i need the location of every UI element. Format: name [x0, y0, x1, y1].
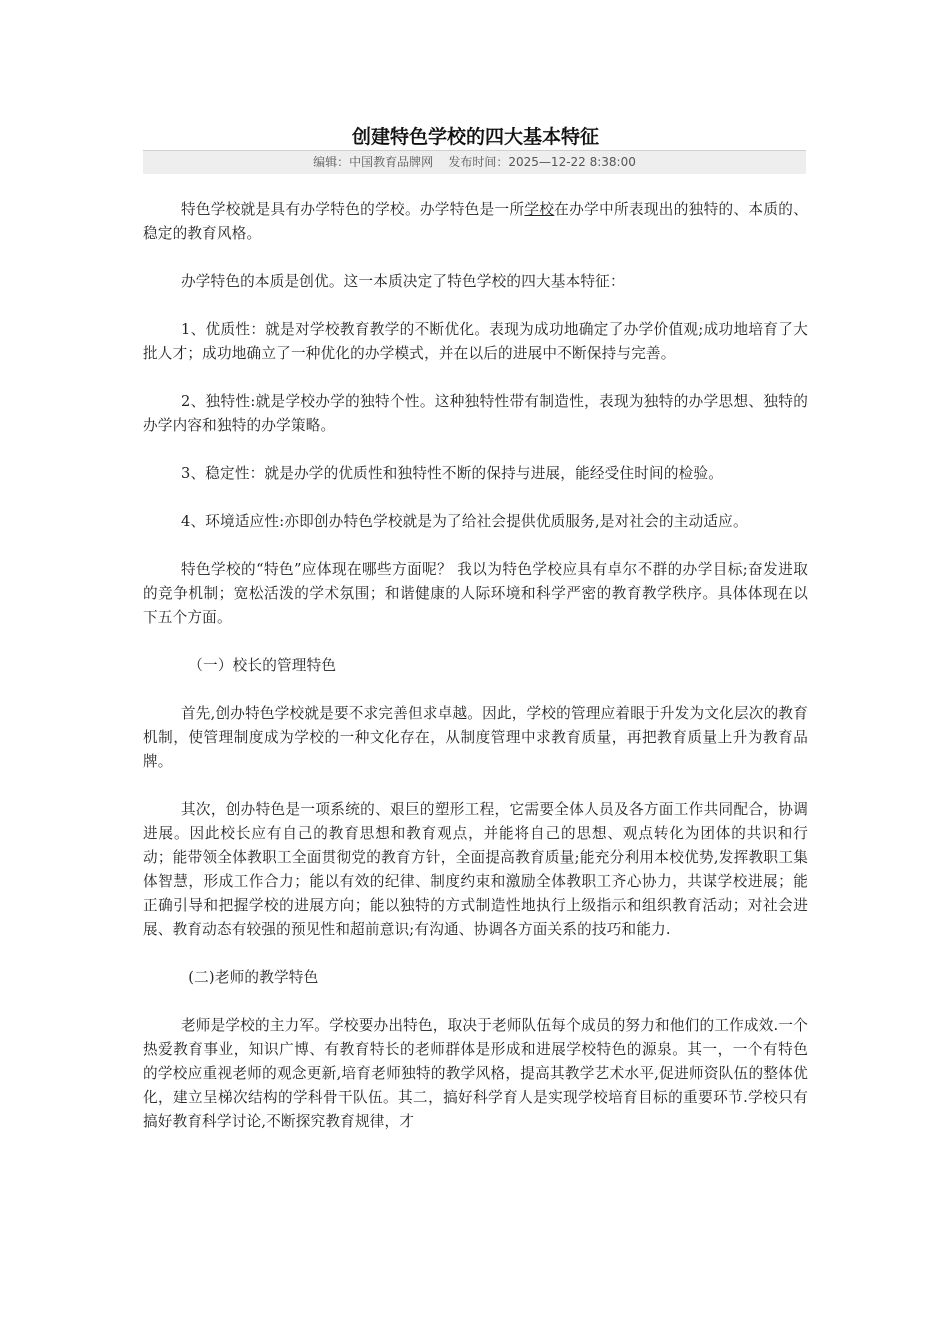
paragraph-teacher: 老师是学校的主力军。学校要办出特色，取决于老师队伍每个成员的努力和他们的工作成效.一个热爱教育事业，知识广博、有教育特长的老师群体是形成和进展学校特色的源泉。其一，一个有特色的学校应重视老师的观念更新,培育老师独特的教学风格，提高其教学艺术水平,促进师资队伍的整体优化，建立呈梯次结构的学科骨干队伍。其二，搞好科学育人是实现学校培育目标的重要环节.学校只有搞好教育科学讨论,不断探究教育规律，才: [143, 1017, 808, 1130]
school-link[interactable]: 学校: [524, 201, 555, 218]
article-meta-bar: [143, 150, 806, 174]
paragraph-feature-uniqueness: 2、独特性:就是学校办学的独特个性。这种独特性带有制造性，表现为独特的办学思想、独特的办学内容和独特的办学策略。: [143, 393, 808, 434]
section-heading-teacher: (二)老师的教学特色: [188, 969, 319, 986]
paragraph-intro: [143, 198, 808, 246]
meta-spacer: [433, 155, 448, 169]
paragraph-essence: 办学特色的本质是创优。这一本质决定了特色学校的四大基本特征：: [180, 273, 625, 290]
section-heading-principal: （一）校长的管理特色: [188, 657, 337, 674]
paragraph-feature-stability: 3、稳定性：就是办学的优质性和独特性不断的保持与进展，能经受住时间的检验。: [180, 465, 724, 482]
editor-info: 编辑：中国教育品牌网: [313, 155, 434, 169]
paragraph-feature-quality: 1、优质性：就是对学校教育教学的不断优化。表现为成功地确定了办学价值观;成功地培育了大批人才；成功地确立了一种优化的办学模式，并在以后的进展中不断保持与完善。: [143, 321, 808, 362]
publish-time: 发布时间：2025—12-22 8:38:00: [448, 155, 636, 169]
article-title: 创建特色学校的四大基本特征: [351, 126, 599, 148]
paragraph-feature-adaptability: 4、环境适应性:亦即创办特色学校就是为了给社会提供优质服务,是对社会的主动适应。: [180, 513, 748, 530]
intro-text-before: 特色学校就是具有办学特色的学校。办学特色是一所: [180, 201, 525, 218]
article-body: [143, 198, 808, 1158]
paragraph-question: 特色学校的“特色”应体现在哪些方面呢？ 我以为特色学校应具有卓尔不群的办学目标;奋发进取的竞争机制；宽松活泼的学术氛围；和谐健康的人际环境和科学严密的教育教学秩序。具体体现在以下五个方面。: [143, 561, 808, 626]
intro-text-after: 在办学中所表现出的独特的、本质的、稳定的教育风格。: [143, 201, 808, 242]
paragraph-first: 首先,创办特色学校就是要不求完善但求卓越。因此，学校的管理应着眼于升发为文化层次的教育机制，使管理制度成为学校的一种文化存在，从制度管理中求教育质量，再把教育质量上升为教育品牌。: [143, 705, 808, 770]
paragraph-second: 其次，创办特色是一项系统的、艰巨的塑形工程，它需要全体人员及各方面工作共同配合，协调进展。因此校长应有自己的教育思想和教育观点，并能将自己的思想、观点转化为团体的共识和行动；能带领全体教职工全面贯彻党的教育方针，全面提高教育质量;能充分利用本校优势,发挥教职工集体智慧，形成工作合力；能以有效的纪律、制度约束和激励全体教职工齐心协力，共谋学校进展；能正确引导和把握学校的进展方向；能以独特的方式制造性地执行上级指示和组织教育活动；对社会进展、教育动态有较强的预见性和超前意识;有沟通、协调各方面关系的技巧和能力.: [143, 801, 808, 938]
